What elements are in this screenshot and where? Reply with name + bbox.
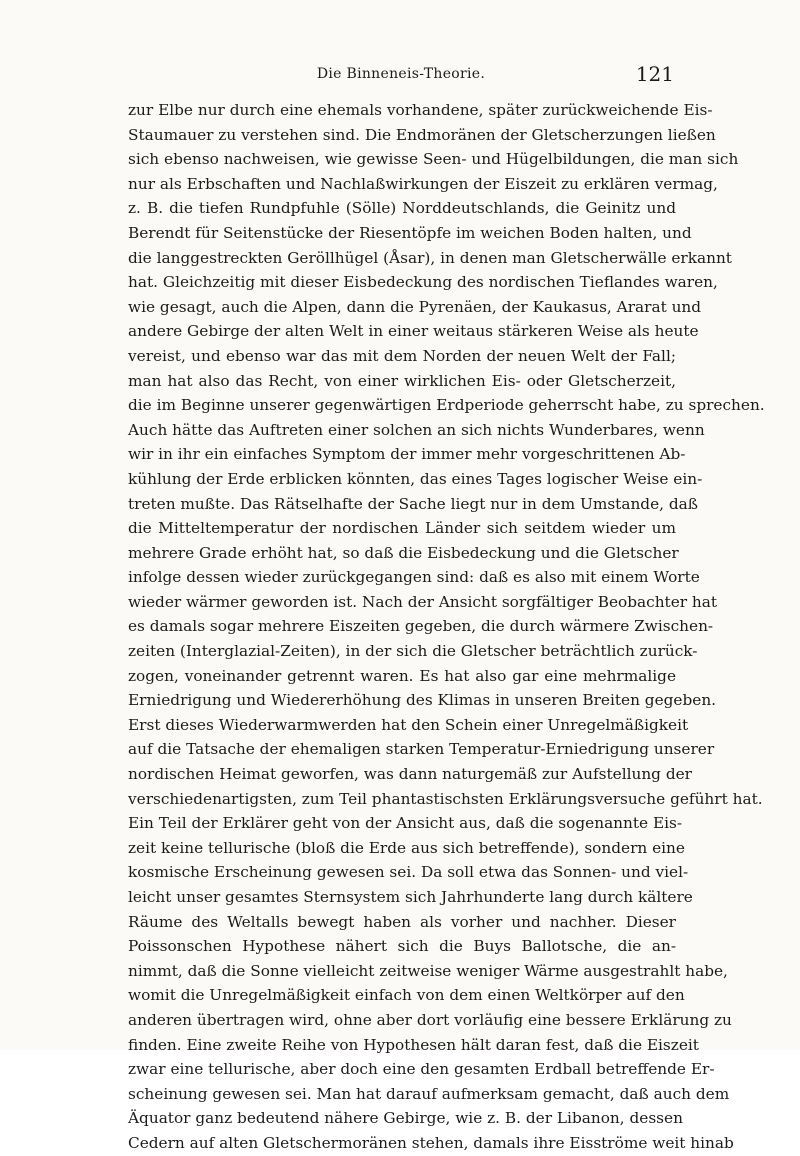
text-line: man hat also das Recht, von einer wirklichen Eis- oder Gletscherzeit, [128, 371, 676, 390]
text-line: sich ebenso nachweisen, wie gewisse Seen- und Hügelbildungen, die man sich [128, 150, 739, 169]
text-line: Poissonschen Hypothese nähert sich die Buys Ballotsche, die an- [128, 937, 676, 956]
text-line: anderen übertragen wird, ohne aber dort vorläufig eine bessere Erklärung zu [128, 1010, 732, 1029]
text-line: Ein Teil der Erklärer geht von der Ansicht aus, daß die sogenannte Eis- [128, 814, 683, 833]
text-line: z. B. die tiefen Rundpfuhle (Sölle) Norddeutschlands, die Geinitz und [128, 199, 676, 218]
running-head [128, 62, 674, 88]
text-line: Erniedrigung und Wiedererhöhung des Klimas in unseren Breiten gegeben. [128, 691, 717, 710]
text-line: nimmt, daß die Sonne vielleicht zeitweise weniger Wärme ausgestrahlt habe, [128, 961, 728, 980]
text-line: wie gesagt, auch die Alpen, dann die Pyrenäen, der Kaukasus, Ararat und [128, 297, 702, 316]
text-line: Staumauer zu verstehen sind. Die Endmoränen der Gletscherzungen ließen [128, 125, 716, 144]
body-text [128, 98, 765, 1156]
text-line: treten mußte. Das Rätselhafte der Sache liegt nur in dem Umstande, daß [128, 494, 699, 513]
text-line: infolge dessen wieder zurückgegangen sind: daß es also mit einem Worte [128, 568, 700, 587]
page-number: 121 [635, 62, 674, 86]
text-line: mehrere Grade erhöht hat, so daß die Eisbedeckung und die Gletscher [128, 543, 679, 562]
text-line: nordischen Heimat geworfen, was dann naturgemäß zur Aufstellung der [128, 765, 692, 784]
text-line: wir in ihr ein einfaches Symptom der immer mehr vorgeschrittenen Ab- [128, 445, 686, 464]
text-line: wieder wärmer geworden ist. Nach der Ansicht sorgfältiger Beobachter hat [128, 592, 718, 611]
text-line: Auch hätte das Auftreten einer solchen an sich nichts Wunderbares, wenn [128, 420, 705, 439]
text-line: scheinung gewesen sei. Man hat darauf aufmerksam gemacht, daß auch dem [128, 1084, 730, 1103]
text-line: kühlung der Erde erblicken könnten, das eines Tages logischer Weise ein- [128, 469, 703, 488]
text-line: Erst dieses Wiederwarmwerden hat den Schein einer Unregelmäßigkeit [128, 715, 689, 734]
text-line: zur Elbe nur durch eine ehemals vorhandene, später zurückweichende Eis- [128, 101, 713, 119]
text-line: Cedern auf alten Gletschermoränen stehen, damals ihre Eisströme weit hinab [128, 1133, 734, 1152]
text-line: andere Gebirge der alten Welt in einer weitaus stärkeren Weise als heute [128, 322, 699, 341]
text-line: Berendt für Seitenstücke der Riesentöpfe im weichen Boden halten, und [128, 223, 692, 242]
text-line: nur als Erbschaften und Nachlaßwirkungen der Eiszeit zu erklären vermag, [128, 174, 718, 193]
text-line: verschiedenartigsten, zum Teil phantastischsten Erklärungsversuche geführt hat. [128, 789, 763, 808]
text-line: zogen, voneinander getrennt waren. Es hat also gar eine mehrmalige [128, 666, 676, 685]
text-line: finden. Eine zweite Reihe von Hypothesen hält daran fest, daß die Eiszeit [128, 1035, 699, 1054]
text-line: Äquator ganz bedeutend nähere Gebirge, wie z. B. der Libanon, dessen [128, 1109, 683, 1128]
text-line: zwar eine tellurische, aber doch eine den gesamten Erdball betreffende Er- [128, 1060, 715, 1079]
text-line: die im Beginne unserer gegenwärtigen Erdperiode geherrscht habe, zu sprechen. [128, 396, 765, 415]
text-line: die langgestreckten Geröllhügel (Åsar), in denen man Gletscherwälle erkannt [128, 248, 732, 267]
text-line: hat. Gleichzeitig mit dieser Eisbedeckung des nordischen Tieflandes waren, [128, 273, 718, 292]
text-line: zeiten (Interglazial-Zeiten), in der sich die Gletscher beträchtlich zurück- [128, 642, 698, 661]
text-line: die Mitteltemperatur der nordischen Länder sich seitdem wieder um [128, 519, 676, 538]
text-line: kosmische Erscheinung gewesen sei. Da soll etwa das Sonnen- und viel- [128, 863, 689, 882]
text-line: zeit keine tellurische (bloß die Erde aus sich betreffende), sondern eine [128, 838, 685, 857]
text-line: womit die Unregelmäßigkeit einfach von dem einen Weltkörper auf den [128, 986, 685, 1005]
text-line: auf die Tatsache der ehemaligen starken Temperatur-Erniedrigung unserer [128, 740, 715, 759]
text-line: Räume des Weltalls bewegt haben als vorher und nachher. Dieser [128, 912, 676, 931]
text-line: es damals sogar mehrere Eiszeiten gegeben, die durch wärmere Zwischen- [128, 617, 714, 636]
text-line: leicht unser gesamtes Sternsystem sich Jahrhunderte lang durch kältere [128, 888, 693, 906]
text-line: vereist, und ebenso war das mit dem Norden der neuen Welt der Fall; [128, 346, 676, 365]
running-title: Die Binneneis-Theorie. [316, 66, 486, 82]
